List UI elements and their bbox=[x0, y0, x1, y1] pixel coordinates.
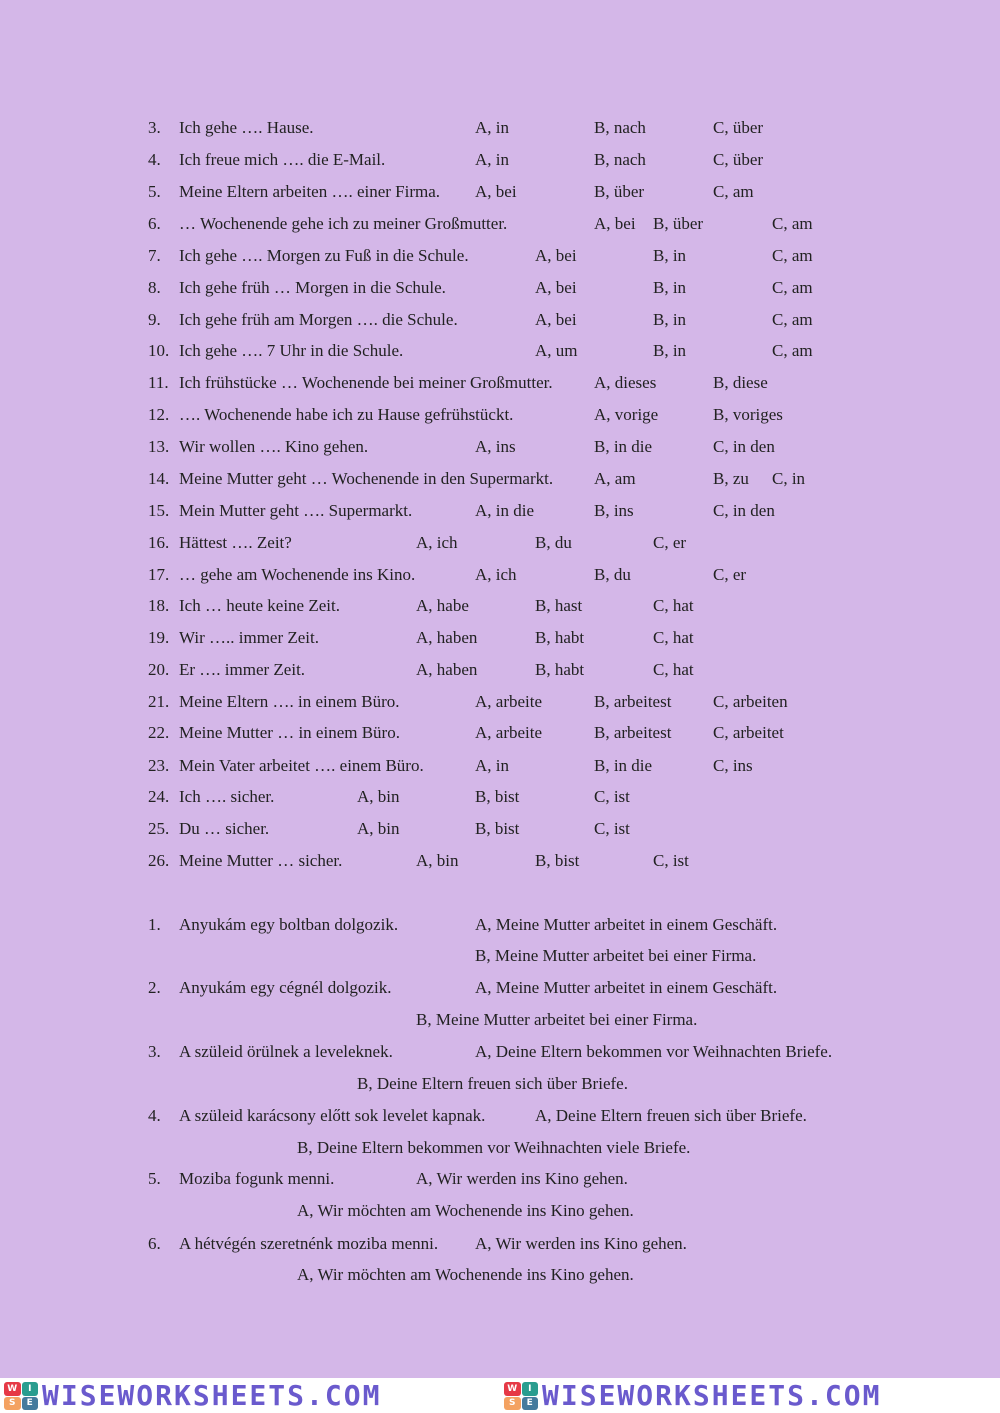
question-number: 25. bbox=[148, 819, 170, 838]
answer-option-b: B, in die bbox=[594, 437, 653, 456]
answer-option-c: C, ist bbox=[594, 819, 630, 838]
question-text: Meine Mutter … sicher. bbox=[179, 851, 343, 870]
answer-option-a: A, um bbox=[535, 341, 578, 360]
question-number: 18. bbox=[148, 596, 170, 615]
question-text: Anyukám egy cégnél dolgozik. bbox=[179, 978, 392, 997]
answer-option-b: B, arbeitest bbox=[594, 692, 672, 711]
logo-letter: I bbox=[22, 1382, 39, 1396]
answer-option-a: A, Deine Eltern bekommen vor Weihnachten Briefe. bbox=[475, 1042, 833, 1061]
answer-option-a: A, bin bbox=[416, 851, 459, 870]
answer-option-b: B, in bbox=[653, 341, 687, 360]
question-text: … gehe am Wochenende ins Kino. bbox=[179, 565, 416, 584]
question-text: Ich … heute keine Zeit. bbox=[179, 596, 340, 615]
footer-brand-text: WISEWORKSHEETS.COM bbox=[542, 1379, 882, 1412]
question-number: 2. bbox=[148, 978, 161, 997]
question-number: 21. bbox=[148, 692, 170, 711]
question-number: 6. bbox=[148, 214, 161, 233]
question-number: 10. bbox=[148, 341, 170, 360]
answer-option-b: B, bist bbox=[475, 787, 520, 806]
answer-option-a: A, ins bbox=[475, 437, 516, 456]
question-number: 17. bbox=[148, 565, 170, 584]
answer-option-a: A, in bbox=[475, 150, 509, 169]
question-number: 24. bbox=[148, 787, 170, 806]
question-text: Ich freue mich …. die E-Mail. bbox=[179, 150, 386, 169]
question-number: 8. bbox=[148, 278, 161, 297]
answer-option-a: A, Meine Mutter arbeitet in einem Geschäft. bbox=[475, 978, 778, 997]
question-text: Du … sicher. bbox=[179, 819, 270, 838]
question-text: Hättest …. Zeit? bbox=[179, 533, 292, 552]
answer-option-b: B, diese bbox=[713, 373, 768, 392]
question-text: …. Wochenende habe ich zu Hause gefrühstückt. bbox=[179, 405, 514, 424]
answer-option-a: A, in bbox=[475, 118, 509, 137]
answer-option-a: A, am bbox=[594, 469, 636, 488]
question-number: 5. bbox=[148, 1169, 161, 1188]
logo-letter: S bbox=[504, 1397, 521, 1411]
wise-logo-icon bbox=[4, 1382, 38, 1410]
question-number: 12. bbox=[148, 405, 170, 424]
answer-option-a: A, Wir werden ins Kino gehen. bbox=[475, 1234, 687, 1253]
question-text: Ich gehe …. Hause. bbox=[179, 118, 314, 137]
question-number: 13. bbox=[148, 437, 170, 456]
answer-option-b: B, Meine Mutter arbeitet bei einer Firma. bbox=[475, 946, 757, 965]
question-number: 19. bbox=[148, 628, 170, 647]
question-text: Ich gehe …. 7 Uhr in die Schule. bbox=[179, 341, 404, 360]
answer-option-b: B, du bbox=[535, 533, 572, 552]
answer-option-c: C, ins bbox=[713, 756, 753, 775]
question-text: Ich gehe früh … Morgen in die Schule. bbox=[179, 278, 446, 297]
answer-option-b: B, nach bbox=[594, 150, 646, 169]
question-number: 26. bbox=[148, 851, 170, 870]
question-number: 7. bbox=[148, 246, 161, 265]
answer-option-a: A, bei bbox=[475, 182, 517, 201]
answer-option-a: A, bei bbox=[535, 278, 577, 297]
question-number: 14. bbox=[148, 469, 170, 488]
question-text: Ich gehe …. Morgen zu Fuß in die Schule. bbox=[179, 246, 469, 265]
answer-option-b: B, Deine Eltern freuen sich über Briefe. bbox=[357, 1074, 628, 1093]
question-number: 1. bbox=[148, 915, 161, 934]
question-text: Ich gehe früh am Morgen …. die Schule. bbox=[179, 310, 458, 329]
question-text: Meine Eltern …. in einem Büro. bbox=[179, 692, 400, 711]
answer-option-c: C, hat bbox=[653, 628, 694, 647]
answer-option-a: A, in bbox=[475, 756, 509, 775]
question-number: 5. bbox=[148, 182, 161, 201]
answer-option-c: C, über bbox=[713, 150, 764, 169]
answer-option-c: C, am bbox=[772, 214, 813, 233]
logo-letter: W bbox=[4, 1382, 21, 1396]
answer-option-a: A, ich bbox=[475, 565, 517, 584]
question-text: Mein Vater arbeitet …. einem Büro. bbox=[179, 756, 424, 775]
answer-option-b: B, habt bbox=[535, 628, 585, 647]
question-number: 15. bbox=[148, 501, 170, 520]
answer-option-b: B, in bbox=[653, 246, 687, 265]
answer-option-c: C, ist bbox=[653, 851, 689, 870]
question-number: 9. bbox=[148, 310, 161, 329]
answer-option-b: B, nach bbox=[594, 118, 646, 137]
answer-option-b: B, bist bbox=[475, 819, 520, 838]
answer-option-b: B, hast bbox=[535, 596, 583, 615]
logo-letter: E bbox=[522, 1397, 539, 1411]
answer-option-b: B, Deine Eltern bekommen vor Weihnachten viele Briefe. bbox=[297, 1138, 691, 1157]
answer-option-b: B, über bbox=[653, 214, 704, 233]
question-text: … Wochenende gehe ich zu meiner Großmutter. bbox=[179, 214, 508, 233]
answer-option-a: A, arbeite bbox=[475, 723, 543, 742]
answer-option-c: C, am bbox=[772, 341, 813, 360]
answer-option-c: C, arbeiten bbox=[713, 692, 788, 711]
question-text: Meine Eltern arbeiten …. einer Firma. bbox=[179, 182, 441, 201]
question-text: Wir wollen …. Kino gehen. bbox=[179, 437, 369, 456]
question-text: A szüleid örülnek a leveleknek. bbox=[179, 1042, 393, 1061]
answer-option-a: A, dieses bbox=[594, 373, 657, 392]
answer-option-a: A, Meine Mutter arbeitet in einem Geschäft. bbox=[475, 915, 778, 934]
question-text: Moziba fogunk menni. bbox=[179, 1169, 335, 1188]
answer-option-a: A, bei bbox=[535, 310, 577, 329]
question-text: Mein Mutter geht …. Supermarkt. bbox=[179, 501, 413, 520]
answer-option-b: B, voriges bbox=[713, 405, 783, 424]
answer-option-c: C, ist bbox=[594, 787, 630, 806]
answer-option-b: B, bist bbox=[535, 851, 580, 870]
question-number: 20. bbox=[148, 660, 170, 679]
question-number: 4. bbox=[148, 150, 161, 169]
answer-option-c: C, in den bbox=[713, 437, 775, 456]
answer-option-b: B, in die bbox=[594, 756, 653, 775]
answer-option-a: A, haben bbox=[416, 660, 478, 679]
answer-option-a: A, bei bbox=[535, 246, 577, 265]
question-text: Er …. immer Zeit. bbox=[179, 660, 306, 679]
question-number: 3. bbox=[148, 1042, 161, 1061]
question-text: Ich …. sicher. bbox=[179, 787, 275, 806]
logo-letter: W bbox=[504, 1382, 521, 1396]
answer-option-c: C, hat bbox=[653, 660, 694, 679]
answer-option-b: B, über bbox=[594, 182, 645, 201]
answer-option-c: C, über bbox=[713, 118, 764, 137]
answer-option-a: A, ich bbox=[416, 533, 458, 552]
question-number: 23. bbox=[148, 756, 170, 775]
question-number: 4. bbox=[148, 1106, 161, 1125]
answer-option-c: C, hat bbox=[653, 596, 694, 615]
question-number: 6. bbox=[148, 1234, 161, 1253]
answer-option-b: B, zu bbox=[713, 469, 749, 488]
answer-option-c: C, am bbox=[713, 182, 754, 201]
footer-brand-group bbox=[504, 1381, 881, 1411]
answer-option-a: A, arbeite bbox=[475, 692, 543, 711]
footer-brand-group bbox=[4, 1381, 381, 1411]
answer-option-b: B, in bbox=[653, 310, 687, 329]
logo-letter: I bbox=[522, 1382, 539, 1396]
question-number: 3. bbox=[148, 118, 161, 137]
answer-option-a: A, haben bbox=[416, 628, 478, 647]
answer-option-a: A, bei bbox=[594, 214, 636, 233]
answer-option-a: A, in die bbox=[475, 501, 535, 520]
wise-logo-icon bbox=[504, 1382, 538, 1410]
question-text: A szüleid karácsony előtt sok levelet kapnak. bbox=[179, 1106, 486, 1125]
question-text: Wir ….. immer Zeit. bbox=[179, 628, 320, 647]
question-text: Meine Mutter … in einem Büro. bbox=[179, 723, 400, 742]
answer-option-b: B, in bbox=[653, 278, 687, 297]
answer-option-c: C, er bbox=[653, 533, 687, 552]
answer-option-c: C, arbeitet bbox=[713, 723, 784, 742]
answer-option-b: B, habt bbox=[535, 660, 585, 679]
answer-option-a: A, Wir werden ins Kino gehen. bbox=[416, 1169, 628, 1188]
question-text: A hétvégén szeretnénk moziba menni. bbox=[179, 1234, 439, 1253]
answer-option-b: B, Meine Mutter arbeitet bei einer Firma. bbox=[416, 1010, 698, 1029]
answer-option-c: C, am bbox=[772, 246, 813, 265]
footer-banner bbox=[0, 1378, 1000, 1413]
answer-option-a: A, habe bbox=[416, 596, 469, 615]
answer-option-b: B, arbeitest bbox=[594, 723, 672, 742]
question-text: Anyukám egy boltban dolgozik. bbox=[179, 915, 399, 934]
answer-option-c: C, am bbox=[772, 310, 813, 329]
answer-option-c: C, in den bbox=[713, 501, 775, 520]
logo-letter: S bbox=[4, 1397, 21, 1411]
question-text: Ich frühstücke … Wochenende bei meiner Großmutter. bbox=[179, 373, 553, 392]
answer-option-a: A, bin bbox=[357, 819, 400, 838]
answer-option-a: A, Deine Eltern freuen sich über Briefe. bbox=[535, 1106, 807, 1125]
answer-option-b: A, Wir möchten am Wochenende ins Kino gehen. bbox=[297, 1201, 634, 1220]
answer-option-b: A, Wir möchten am Wochenende ins Kino gehen. bbox=[297, 1265, 634, 1284]
answer-option-a: A, vorige bbox=[594, 405, 659, 424]
question-text: Meine Mutter geht … Wochenende in den Supermarkt. bbox=[179, 469, 554, 488]
footer-brand-text: WISEWORKSHEETS.COM bbox=[42, 1379, 382, 1412]
question-number: 11. bbox=[148, 373, 169, 392]
logo-letter: E bbox=[22, 1397, 39, 1411]
question-number: 16. bbox=[148, 533, 170, 552]
answer-option-c: C, er bbox=[713, 565, 747, 584]
question-number: 22. bbox=[148, 723, 170, 742]
answer-option-b: B, ins bbox=[594, 501, 634, 520]
answer-option-c: C, in bbox=[772, 469, 806, 488]
answer-option-c: C, am bbox=[772, 278, 813, 297]
answer-option-b: B, du bbox=[594, 565, 631, 584]
answer-option-a: A, bin bbox=[357, 787, 400, 806]
